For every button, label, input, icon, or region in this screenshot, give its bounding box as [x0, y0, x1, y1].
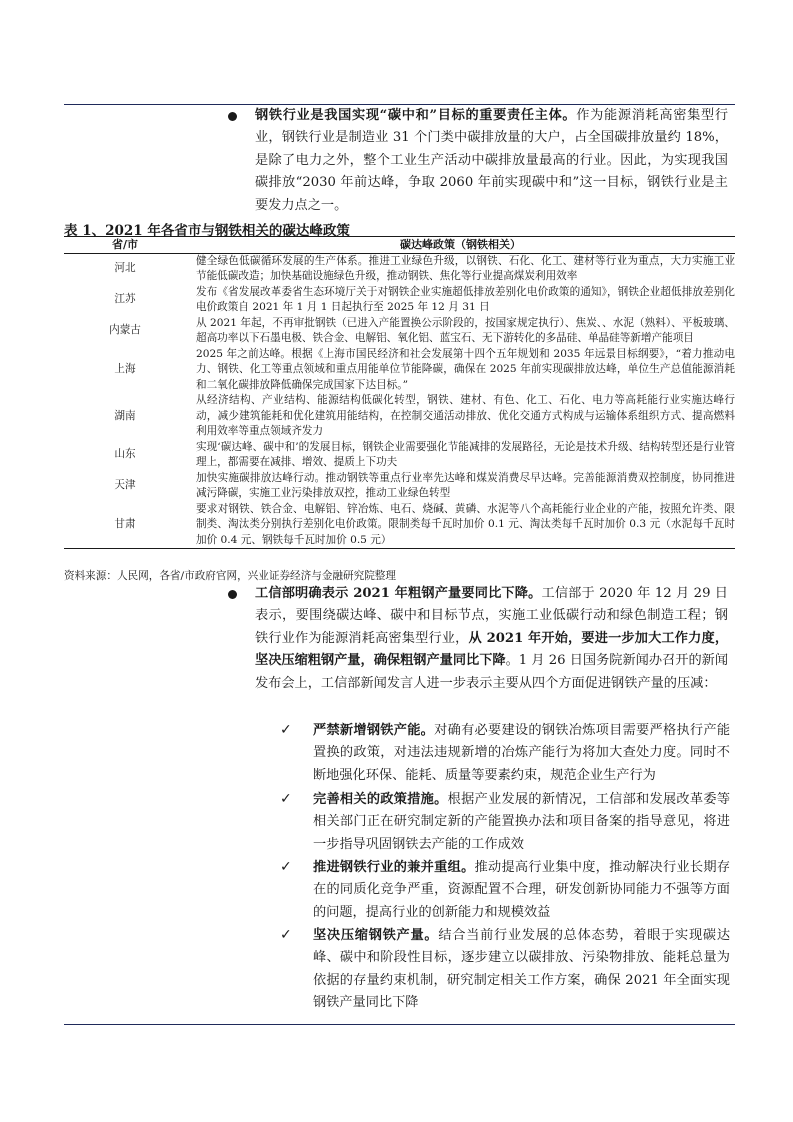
check-item-cut-output — [280, 925, 730, 1017]
cell-province: 天津 — [114, 479, 136, 492]
check-text — [313, 789, 730, 856]
bullet-text — [255, 583, 728, 695]
check-body: 根据产业发展的新情况，工信部和发展改革委等相关部门正在研究制定新的产能置换办法和项目备案的指导意见，将进一步指导巩固钢铁去产能的工作成效 — [313, 792, 731, 852]
check-item-improve-policy — [280, 789, 730, 857]
header-province: 省/市 — [111, 238, 139, 251]
bullet-miit-output-cut — [228, 583, 728, 723]
check-body: 推动提高行业集中度，推动解决行业长期存在的同质化竞争严重，资源配置不合理，研发创新协同能力不强等方面的问题，提高行业的创新能力和规模效益 — [313, 860, 731, 920]
cell-province: 内蒙古 — [109, 324, 141, 337]
checkmark-icon: ✓ — [280, 791, 292, 807]
cell-policy: 健全绿色低碳循环发展的生产体系。推进工业绿色升级，以钢铁、石化、化工、建材等行业为重点，大力实施工业节能低碳改造；加快基础设施绿色升级，推动钢铁、焦化等行业提高煤炭利用效率 — [196, 254, 735, 282]
check-item-mergers — [280, 857, 730, 925]
table-row — [64, 440, 735, 471]
bullet-lead: 钢铁行业是我国实现“碳中和”目标的重要责任主体。 — [255, 108, 577, 123]
header-policy: 碳达峰政策（钢铁相关） — [400, 238, 521, 251]
cell-policy: 实现‘碳达峰、碳中和’的发展目标，钢铁企业需要强化节能减排的发展路径，无论是技术升级、结构转型还是行业管理上，都需要在减排、增效、提质上下功夫 — [196, 440, 735, 468]
check-body: 对确有必要建设的钢铁冶炼项目需要严格执行产能置换的政策，对违法违规新增的冶炼产能行为将加大查处力度。同时不断地强化环保、能耗、质量等要素约束，规范企业生产行为 — [313, 723, 731, 783]
cell-policy: 加快实施碳排放达峰行动。推动钢铁等重点行业率先达峰和煤炭消费尽早达峰。完善能源消费双控制度，协同推进减污降碳，实施工业污染排放双控，推动工业绿色转型 — [196, 471, 735, 499]
table-row — [64, 471, 735, 502]
cell-province: 河北 — [114, 262, 136, 275]
table-source: 资料来源：人民网，各省/市政府官网，兴业证券经济与金融研究院整理 — [64, 570, 396, 582]
check-lead: 严禁新增钢铁产能。 — [313, 723, 435, 738]
checkmark-icon: ✓ — [280, 927, 292, 943]
bullet-lead: 工信部明确表示 2021 年粗钢产量要同比下降。 — [255, 586, 542, 601]
table-row — [64, 285, 735, 316]
bullet-emphasis: 从 2021 年开始，要进一步加大工作力度，坚决压缩粗钢产量，确保粗钢产量同比下降 — [255, 630, 729, 669]
check-lead: 完善相关的政策措施。 — [313, 792, 448, 807]
bullet-body-end: 。1 月 26 日国务院新闻办召开的新闻发布会上，工信部新闻发言人进一步表示主要从四个方面促进钢铁产量的压减： — [255, 653, 729, 691]
table-header-row — [64, 237, 735, 254]
bullet-icon — [228, 112, 237, 121]
bullet-body: 工信部于 2020 年 12 月 29 日表示，要围绕碳达峰、碳中和目标节点，实施工业低碳行动和绿色制造工程；钢铁行业作为能源消耗高密集型行业， — [255, 586, 728, 646]
check-text — [313, 720, 730, 787]
checkmark-icon: ✓ — [280, 722, 292, 738]
check-lead: 坚决压缩钢铁产量。 — [313, 928, 439, 943]
table-row — [64, 253, 735, 285]
cell-province: 上海 — [114, 363, 136, 375]
cell-province: 湖南 — [114, 409, 136, 422]
check-body: 结合当前行业发展的总体态势，着眼于实现碳达峰、碳中和阶段性目标，逐步建立以碳排放、污染物排放、能耗总量为依据的存量约束机制，研究制定相关工作方案，确保 2021 年全面实现钢铁产量同比下降 — [313, 928, 731, 1011]
bottom-rule — [64, 1024, 735, 1025]
cell-policy: 从经济结构、产业结构、能源结构低碳化转型，钢铁、建材、有色、化工、石化、电力等高耗能行业实施达峰行动，减少建筑能耗和优化建筑用能结构，在控制交通活动排放、优化交通方式构成与运输体系组织方式、提高燃料利用效率等重点领域齐发力 — [196, 394, 735, 437]
cell-policy: 要求对钢铁、铁合金、电解铝、锌冶炼、电石、烧碱、黄磷、水泥等八个高耗能行业企业的产能，按照允许类、限制类、淘汰类分别执行差别化电价政策。限制类每千瓦时加价 0.1 元、淘汰类每千瓦时加价 0.3 元（水泥每千瓦时加价 0.4 元、钢铁每千瓦时加价 0.5 元） — [196, 502, 735, 546]
checkmark-icon: ✓ — [280, 859, 292, 875]
bullet-icon — [228, 590, 237, 599]
bullet-steel-responsibility — [228, 105, 728, 217]
check-lead: 推进钢铁行业的兼并重组。 — [313, 860, 475, 875]
table-row — [64, 347, 735, 394]
check-text — [313, 925, 730, 1015]
bullet-text — [255, 105, 728, 217]
check-item-ban-new-capacity — [280, 720, 730, 788]
table-caption: 表 1、2021 年各省市与钢铁相关的碳达峰政策 — [64, 223, 350, 239]
policy-table — [64, 236, 735, 549]
cell-policy: 2025 年之前达峰。根据《上海市国民经济和社会发展第十四个五年规划和 2035 年远景目标纲要》，“着力推动电力、钢铁、化工等重点领域和重点用能单位节能降碳，确保在 2025 年前实现碳排放达峰，单位生产总值能源消耗和二氧化碳排放降低确保完成国家下达目标。” — [196, 347, 735, 391]
table-row — [64, 393, 735, 440]
cell-province: 甘肃 — [114, 518, 136, 530]
cell-province: 江苏 — [114, 293, 136, 306]
table-row — [64, 316, 735, 347]
cell-policy: 从 2021 年起，不再审批钢铁（已进入产能置换公示阶段的，按国家规定执行）、焦炭、、水泥（熟料）、平板玻璃、超高功率以下石墨电极、铁合金、电解铝、氧化铝、蓝宝石、无下游转化的多晶硅、单晶硅等新增产能项目 — [196, 316, 735, 344]
bullet-body: 作为能源消耗高密集型行业，钢铁行业是制造业 31 个门类中碳排放量的大户，占全国碳排放量约 18%，是除了电力之外，整个工业生产活动中碳排放量最高的行业。因此，为实现我国碳排放“2030 年前达峰，争取 2060 年前实现碳中和”这一目标，钢铁行业是主要发力点之一。 — [255, 108, 729, 213]
check-text — [313, 857, 730, 924]
cell-policy: 发布《省发展改革委省生态环境厅关于对钢铁企业实施超低排放差别化电价政策的通知》，钢铁企业超低排放差别化电价政策自 2021 年 1 月 1 日起执行至 2025 年 12 月 31 日 — [196, 285, 735, 313]
table-row — [64, 502, 735, 549]
cell-province: 山东 — [114, 448, 136, 461]
